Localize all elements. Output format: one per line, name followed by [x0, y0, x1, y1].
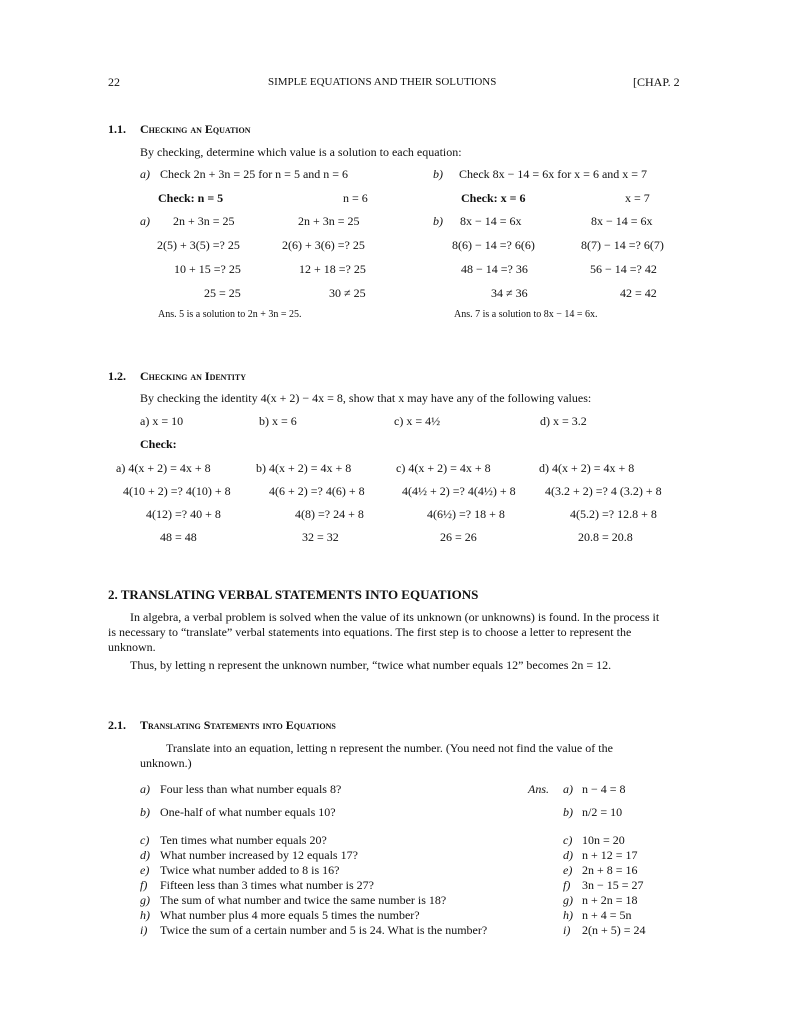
part-text: Check 2n + 3n = 25 for n = 5 and n = 6 [160, 167, 349, 181]
equation-line: 8x − 14 = 6x [591, 214, 653, 228]
given-value: c) x = 4½ [394, 414, 441, 428]
identity-line: d) 4(x + 2) = 4x + 8 [539, 461, 635, 475]
problem-number: 1.1. [108, 122, 126, 136]
identity-line: 26 = 26 [440, 530, 477, 544]
answer-label: h) [563, 908, 573, 922]
answers-label: Ans. [528, 782, 549, 796]
equation-line: 2n + 3n = 25 [298, 214, 360, 228]
identity-line: b) 4(x + 2) = 4x + 8 [256, 461, 352, 475]
running-title: SIMPLE EQUATIONS AND THEIR SOLUTIONS [268, 76, 497, 88]
problem-number: 1.2. [108, 369, 126, 383]
identity-line: 4(12) =? 40 + 8 [146, 507, 221, 521]
item-label: h) [140, 908, 150, 922]
equation-line: 12 + 18 =? 25 [299, 262, 366, 276]
part-label: b) [433, 214, 443, 228]
identity-line: a) 4(x + 2) = 4x + 8 [116, 461, 211, 475]
equation-line: 42 = 42 [620, 286, 657, 300]
answer: n + 2n = 18 [582, 893, 638, 907]
answer: 2(n + 5) = 24 [582, 923, 646, 937]
identity-line: 4(3.2 + 2) =? 4 (3.2) + 8 [545, 484, 662, 498]
equation-line: 2(6) + 3(6) =? 25 [282, 238, 365, 252]
check-label: Check: x = 6 [461, 191, 526, 205]
question: One-half of what number equals 10? [160, 805, 336, 819]
given-value: a) x = 10 [140, 414, 184, 428]
part-label: a) [140, 167, 150, 181]
question: Twice what number added to 8 is 16? [160, 863, 340, 877]
equation-line: 2n + 3n = 25 [173, 214, 235, 228]
chapter-label: [CHAP. 2 [633, 75, 680, 89]
page-number: 22 [108, 75, 120, 89]
answer-label: g) [563, 893, 573, 907]
question: Four less than what number equals 8? [160, 782, 342, 796]
answer: 2n + 8 = 16 [582, 863, 638, 877]
question: Twice the sum of a certain number and 5 is 24. What is the number? [160, 923, 488, 937]
equation-line: 56 − 14 =? 42 [590, 262, 657, 276]
item-label: c) [140, 833, 150, 847]
instruction: By checking the identity 4(x + 2) − 4x = 8, show that x may have any of the following values: [140, 391, 592, 405]
part-label: b) [433, 167, 443, 181]
item-label: b) [140, 805, 150, 819]
equation-line: 2(5) + 3(5) =? 25 [157, 238, 240, 252]
answer-label: b) [563, 805, 573, 819]
identity-line: 48 = 48 [160, 530, 197, 544]
answer-label: c) [563, 833, 573, 847]
paragraph: Thus, by letting n represent the unknown number, “twice what number equals 12” becomes 2n = 12. [130, 658, 612, 672]
part-label: a) [140, 214, 150, 228]
identity-line: 4(6 + 2) =? 4(6) + 8 [269, 484, 365, 498]
answer-label: f) [563, 878, 571, 892]
equation-line: 8(6) − 14 =? 6(6) [452, 238, 535, 252]
given-value: b) x = 6 [259, 414, 297, 428]
paragraph: In algebra, a verbal problem is solved when the value of its unknown (or unknowns) is found. In the process it is necessary to “translate” verbal statements into equations. The first step is to choose a letter to represent the unknown. [108, 610, 660, 654]
equation-line: 8x − 14 = 6x [460, 214, 522, 228]
equation-line: 34 ≠ 36 [491, 286, 528, 300]
equation-line: 10 + 15 =? 25 [174, 262, 241, 276]
problem-title: Translating Statements into Equations [140, 718, 336, 732]
equation-line: 30 ≠ 25 [329, 286, 366, 300]
answer-label: d) [563, 848, 573, 862]
answer-label: a) [563, 782, 573, 796]
item-label: d) [140, 848, 150, 862]
identity-line: 32 = 32 [302, 530, 339, 544]
item-label: g) [140, 893, 150, 907]
identity-line: 4(6½) =? 18 + 8 [427, 507, 505, 521]
check-label: Check: [140, 437, 177, 451]
answer: n + 4 = 5n [582, 908, 632, 922]
answer-line: Ans. 7 is a solution to 8x − 14 = 6x. [454, 309, 598, 320]
question: What number increased by 12 equals 17? [160, 848, 358, 862]
answer: n/2 = 10 [582, 805, 623, 819]
identity-line: 4(5.2) =? 12.8 + 8 [570, 507, 657, 521]
section-heading: 2. TRANSLATING VERBAL STATEMENTS INTO EQUATIONS [108, 587, 479, 602]
problem-number: 2.1. [108, 718, 126, 732]
instruction: By checking, determine which value is a solution to each equation: [140, 145, 462, 159]
question: Ten times what number equals 20? [160, 833, 327, 847]
item-label: f) [140, 878, 148, 892]
problem-title: Checking an Equation [140, 122, 251, 136]
item-label: i) [140, 923, 148, 937]
identity-line: 4(8) =? 24 + 8 [295, 507, 364, 521]
item-label: e) [140, 863, 150, 877]
check-value: n = 6 [343, 191, 368, 205]
answer-label: e) [563, 863, 573, 877]
instruction: Translate into an equation, letting n represent the number. (You need not find the value of the unknown.) [140, 741, 613, 770]
answer: 3n − 15 = 27 [582, 878, 644, 892]
identity-line: c) 4(x + 2) = 4x + 8 [396, 461, 491, 475]
problem-title: Checking an Identity [140, 369, 247, 383]
answer: n + 12 = 17 [582, 848, 638, 862]
identity-line: 20.8 = 20.8 [578, 530, 633, 544]
question: What number plus 4 more equals 5 times the number? [160, 908, 420, 922]
item-label: a) [140, 782, 150, 796]
equation-line: 25 = 25 [204, 286, 241, 300]
answer-line: Ans. 5 is a solution to 2n + 3n = 25. [158, 309, 302, 320]
check-value: x = 7 [625, 191, 650, 205]
part-text: Check 8x − 14 = 6x for x = 6 and x = 7 [459, 167, 648, 181]
answer-label: i) [563, 923, 571, 937]
check-label: Check: n = 5 [158, 191, 224, 205]
question: The sum of what number and twice the same number is 18? [160, 893, 447, 907]
equation-line: 48 − 14 =? 36 [461, 262, 528, 276]
identity-line: 4(10 + 2) =? 4(10) + 8 [123, 484, 231, 498]
answer: n − 4 = 8 [582, 782, 626, 796]
answer: 10n = 20 [582, 833, 625, 847]
question: Fifteen less than 3 times what number is 27? [160, 878, 374, 892]
identity-line: 4(4½ + 2) =? 4(4½) + 8 [402, 484, 516, 498]
equation-line: 8(7) − 14 =? 6(7) [581, 238, 664, 252]
given-value: d) x = 3.2 [540, 414, 587, 428]
